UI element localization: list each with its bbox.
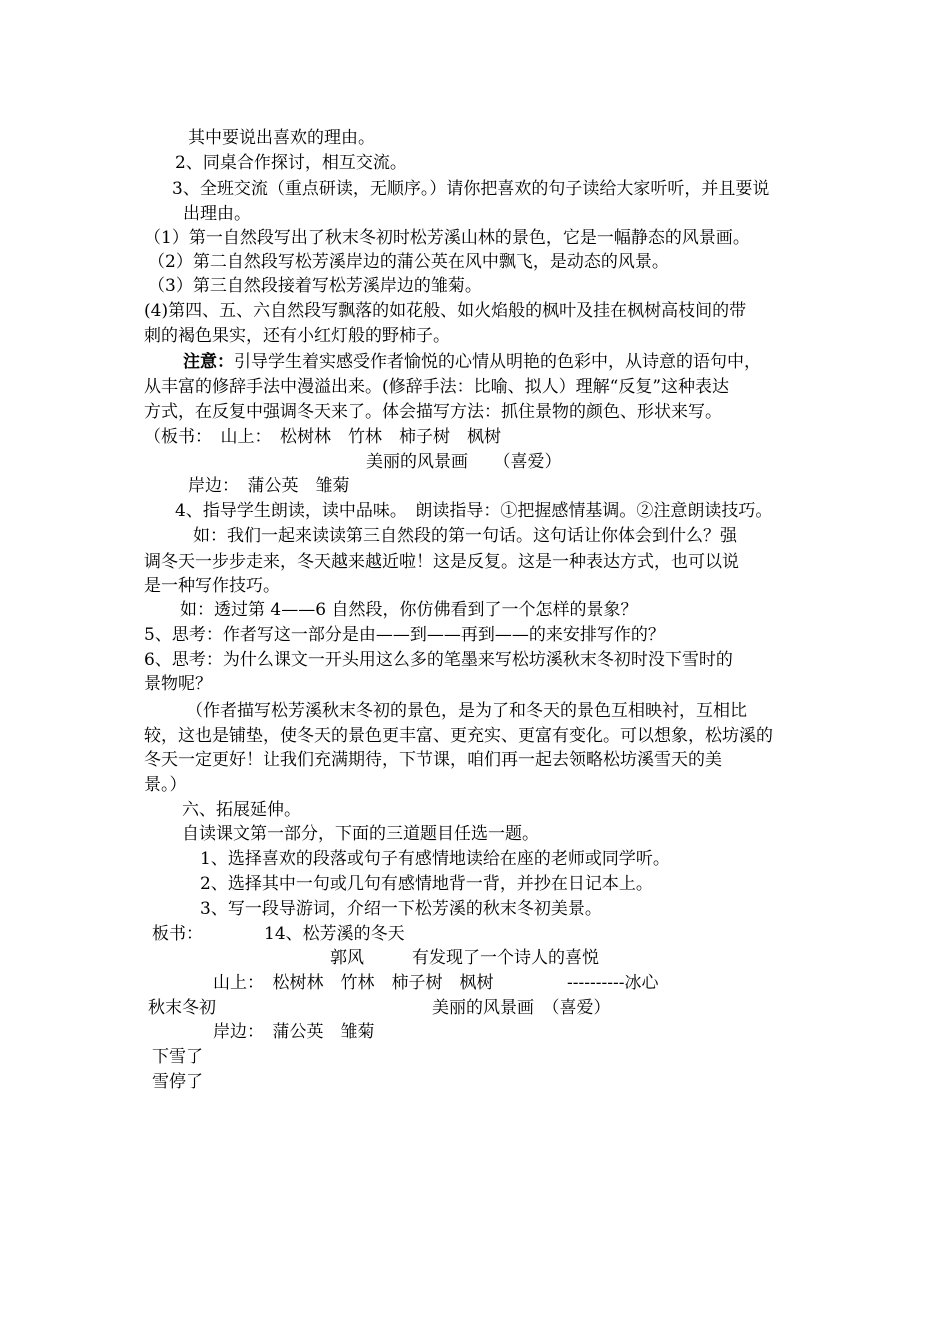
board-label: 板书：	[152, 924, 203, 944]
text-line: 冬天一定更好！让我们充满期待，下节课，咱们再一起去领略松坊溪雪天的美	[144, 750, 722, 770]
text-line: 美丽的风景画 （喜爱）	[366, 452, 562, 472]
text-line: 3、写一段导游词，介绍一下松芳溪的秋末冬初美景。	[200, 899, 602, 919]
text-line: 如：我们一起来读读第三自然段的第一句话。这句话让你体会到什么？强	[193, 526, 737, 546]
board-snow-1: 下雪了	[152, 1047, 203, 1067]
note-label: 注意：	[183, 352, 234, 372]
text-line: 调冬天一步步走来，冬天越来越近啦！这是反复。这是一种表达方式，也可以说	[144, 552, 739, 572]
text-line: 4、指导学生朗读，读中品味。 朗读指导：①把握感情基调。②注意朗读技巧。	[175, 501, 773, 521]
text-line: （3）第三自然段接着写松芳溪岸边的雏菊。	[148, 276, 482, 296]
text-line: 3、全班交流（重点研读，无顺序。）请你把喜欢的句子读给大家听听，并且要说	[172, 179, 770, 199]
section-heading: 六、拓展延伸。	[182, 800, 301, 820]
text-line: （板书： 山上： 松树林 竹林 柿子树 枫树	[144, 427, 501, 447]
text-line: 6、思考：为什么课文一开头用这么多的笔墨来写松坊溪秋末冬初时没下雪时的	[144, 650, 733, 670]
text-line: 景。）	[144, 775, 187, 795]
board-title: 14、松芳溪的冬天	[264, 924, 405, 944]
text-line: 景物呢？	[144, 674, 212, 694]
text-line: 如：透过第 4——6 自然段，你仿佛看到了一个怎样的景象？	[180, 600, 638, 620]
board-painting: 美丽的风景画 （喜爱）	[432, 998, 611, 1018]
text-line: (4)第四、五、六自然段写飘落的如花般、如火焰般的枫叶及挂在枫树高枝间的带	[144, 301, 747, 321]
note-line	[183, 350, 761, 374]
board-shore: 岸边： 蒲公英 雏菊	[213, 1022, 375, 1042]
text-line: 出理由。	[183, 204, 251, 224]
board-snow-2: 雪停了	[152, 1072, 203, 1092]
text-line: 较，这也是铺垫，使冬天的景色更丰富、更充实、更富有变化。可以想象，松坊溪的	[144, 726, 773, 746]
text-line: 方式，在反复中强调冬天来了。体会描写方法：抓住景物的颜色、形状来写。	[144, 402, 722, 422]
board-season: 秋末冬初	[148, 998, 216, 1018]
text-line: 岸边： 蒲公英 雏菊	[188, 476, 350, 496]
text-line: 其中要说出喜欢的理由。	[188, 128, 375, 148]
text-line: 1、选择喜欢的段落或句子有感情地读给在座的老师或同学听。	[200, 849, 670, 869]
text-line: 2、同桌合作探讨，相互交流。	[175, 153, 407, 173]
board-quote: ----------冰心	[567, 973, 659, 993]
text-line: 从丰富的修辞手法中漫溢出来。(修辞手法：比喻、拟人）理解“反复”这种表达	[144, 377, 730, 397]
text-line: 刺的褐色果实，还有小红灯般的野柿子。	[144, 326, 450, 346]
text-line: （2）第二自然段写松芳溪岸边的蒲公英在风中飘飞，是动态的风景。	[148, 252, 669, 272]
text-line: 自读课文第一部分，下面的三道题目任选一题。	[182, 824, 539, 844]
board-feeling: 有发现了一个诗人的喜悦	[412, 948, 599, 968]
board-mountain: 山上： 松树林 竹林 柿子树 枫树	[213, 973, 494, 993]
text-line: 5、思考：作者写这一部分是由——到——再到——的来安排写作的？	[144, 625, 665, 645]
text-line: （作者描写松芳溪秋末冬初的景色，是为了和冬天的景色互相映衬，互相比	[186, 701, 747, 721]
text-line: 2、选择其中一句或几句有感情地背一背，并抄在日记本上。	[200, 874, 653, 894]
note-text: 引导学生着实感受作者愉悦的心情从明艳的色彩中，从诗意的语句中，	[234, 352, 761, 372]
board-author: 郭风	[330, 948, 364, 968]
text-line: （1）第一自然段写出了秋末冬初时松芳溪山林的景色，它是一幅静态的风景画。	[144, 228, 750, 248]
text-line: 是一种写作技巧。	[144, 576, 280, 596]
